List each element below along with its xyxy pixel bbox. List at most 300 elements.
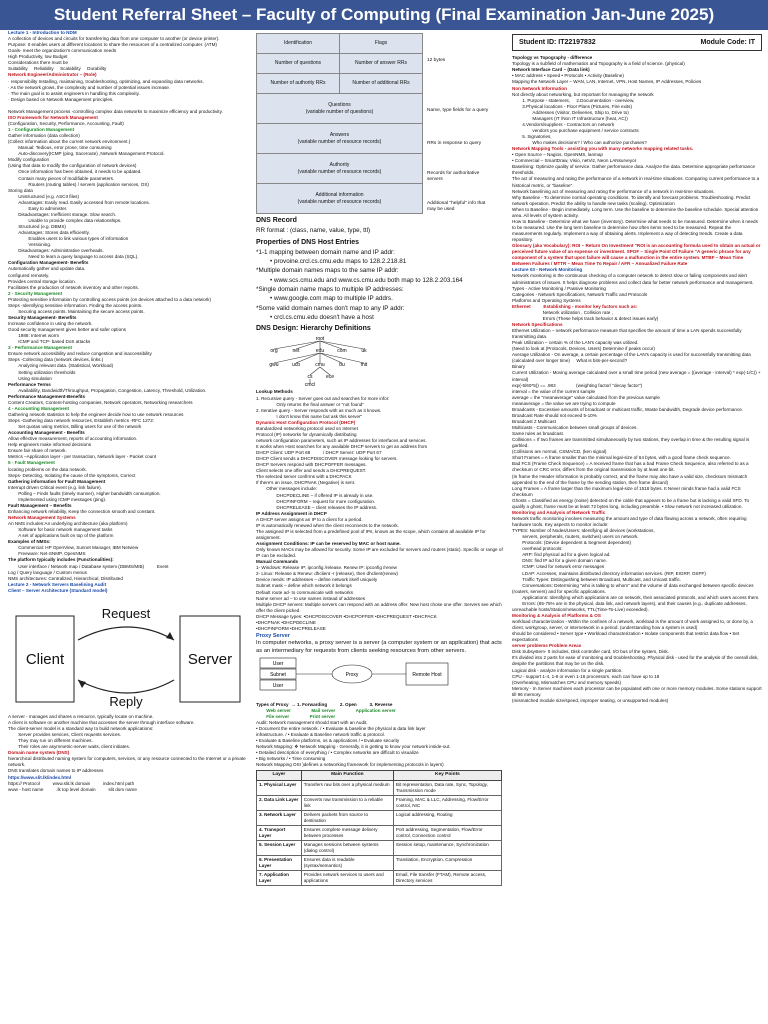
proxy-title: Proxy Server [256, 632, 290, 639]
note-line: How to Baseline - Determine what we have (inventory). Determine what needs to be measured. Determine when it needs to be measured. Use the long term baseline to determine how often items need to be measured. Repeat the measurements regularly. Implement a way of obtaining alerts. Implement a way of detecting trends. Create a data repository. [512, 218, 760, 243]
note-line: Network traffic monitoring involves measuring the amount and type of data flowing across a network, often requiring hardware tools. Key aspects to monitor include: [512, 515, 748, 528]
note-line: Managers (IT /Non IT Infrastructure (heat, AC)) [512, 115, 628, 121]
note-line: Lookup Methods [256, 389, 293, 395]
note-line: 3.Physical locations - Floor Plans (Pictures, Fire exits) [512, 103, 632, 109]
note-line: A collection of devices and circuits for transferring data from one computer to another (or device printer). [8, 36, 220, 42]
note-line: · The main goal is to assist engineers in handling this complexity. [8, 90, 140, 96]
note-line: · Design based on Network Management principles. [8, 96, 114, 102]
tree-root: root [315, 336, 325, 343]
note-line: Unstructured (e.g. ASCII files) [8, 193, 79, 199]
note-line: Types - Active Monitoring / Passive Monitoring [512, 285, 606, 291]
note-line: Conversations: Determining "who is talking to whom" and the volume of data exchanged between specific devices (routers, servers) and for specific applications. [512, 582, 755, 594]
note-line: DHCP Client: UDP Port 68 / DHCP Server: UDP Port 67 [256, 450, 382, 456]
proxy-description: In computer networks, a proxy server is a server (a computer system or an application) that acts as an intermediary for requests from clients seeking resources from other servers. [256, 640, 502, 654]
dns-cell: Identification [257, 34, 340, 54]
osi-cell: Framing, MAC & LLC, Addressing, Flow/Error control, NIC [393, 795, 501, 810]
note-line: IP is automatically renewed when the client reconnects to the network. [256, 522, 399, 528]
student-id: Student ID: IT22197832 [519, 39, 596, 46]
note-line: Short Frames = A frame smaller than the minimal legal-size of 64 bytes, with a good frame check sequence. [512, 455, 731, 461]
note-line: • MAC address • Speed • Protocols • Activity (Baseline) [512, 73, 624, 79]
dns-note: Additional "helpful" info that may be used [427, 201, 486, 213]
note-line: Suitability Reliability Scalability Durability [8, 66, 107, 72]
note-line: Properties of DNS Host Entries [256, 238, 360, 246]
note-line: Software for basic network management tasks [8, 527, 113, 533]
tree-node: org [270, 348, 278, 355]
note-line: Current Utilization - Moving average calculated over a small time period (new average = ((average - interval) * exp(-1/C)) + interval) [512, 370, 762, 382]
tree-node: edu [315, 348, 325, 355]
note-line: Network Mapping OSI )defines a networking framework for implementing protocols in layers) [256, 762, 444, 768]
note-line: (mismatched module size/speed, improper seating, or unsupported modules) [512, 697, 669, 703]
note-line: DHCPINFORM – request for more configuration. [256, 498, 376, 504]
tree-node: cmu [315, 362, 325, 369]
note-line: The assigned IP is selected from a predefined pool of IPs, known as the scope, which contains all available IP for assignment. [256, 528, 487, 540]
osi-header-cell: Key Points [393, 771, 501, 780]
note-line: Addresses (Visitor, Deliveries, Ship to, Drive to) [512, 109, 629, 115]
note-line: An NMS includes:An underlying architecture (aka platform) [8, 521, 128, 527]
note-line: •DHCPINFORM •DHCPRELEASE [256, 625, 326, 631]
note-line: File server Print server [256, 713, 336, 719]
note-line: Disadvantages: Administrative overheads. [8, 248, 104, 254]
note-line: Log / Query language / Custom menus [8, 569, 87, 575]
note-line: meanaverage = the value we are trying to compute [512, 400, 616, 406]
note-line: (Overheating, Mismatches CPU and memory speeds) [512, 679, 622, 685]
osi-cell: Transfers raw bits over a physical medium [301, 780, 393, 795]
note-line: Only known MACs may be allowed for security. Some IP are excluded for servers and routers (static). Specific or range of IP can be excluded. [256, 547, 504, 559]
note-line: Network utilization , Collision rate , [512, 309, 613, 315]
note-line: Unable to provide complex data relationships. [8, 217, 122, 223]
note-line: Facilitates the production of network inventory and other reports. [8, 284, 139, 290]
note-line: DHCP Servers respond with DHCPOFFER messages. [256, 462, 367, 468]
note-line: Audit: Network management should start with an Audit. [256, 719, 368, 725]
note-line: *Single domain name maps to multiple IP addresses: [256, 285, 404, 293]
note-line: Good security management gives better and safer options [8, 327, 126, 333]
note-line: Accounting Management - Benefits [8, 430, 85, 436]
note-line: Network Mapping Tools - assisting you with many networks mapping related tasks. [512, 146, 694, 152]
note-line: (Configuration, Security, Performance, Accounting, Fault) [8, 120, 124, 126]
tree-node: cmcl [304, 382, 316, 389]
note-line: Protocol (IP) networks for dynamically distributing [256, 431, 357, 437]
request-label: Request [101, 605, 151, 621]
proxy-diagram [256, 655, 456, 699]
note-line: should be considered • Server type • Workload characterization • Isolate components that restrict data flow • Set expectations [512, 631, 741, 643]
osi-cell: Converts raw transmission to a reliable link [301, 795, 393, 810]
note-line: Network Mapping: ❖ Network Mapping - Generally, it is getting to know your network inside-out. [256, 743, 451, 749]
note-line: DHCPRELEASE – client releases the IP address. [256, 504, 378, 510]
dns-cell: Number of additional RRs [340, 74, 423, 94]
note-line: Ghosts = Classified as energy (noise) detected on the cable that appears to be a frame but is lacking a valid SFD. To qualify a ghost, frame must be at least 72 bytes long, including preamble. • Slow network not increased utilization. [512, 497, 751, 509]
note-line: IP Address Assignment in DHCP [256, 510, 327, 516]
note-line: Broadcast ≠ Multicast [512, 418, 556, 424]
osi-cell: 6. Presentation Layer [257, 856, 302, 871]
module-code: Module Code: IT [700, 39, 755, 46]
note-line: overhead protocols: [512, 546, 563, 552]
proxy-subnet-label: Subnet [270, 672, 286, 679]
osi-cell: Session setup, maintenance, Synchronization [393, 841, 501, 856]
note-line: • Evaluate & Baseline platforms, os & applications / • Evaluate security [256, 737, 400, 743]
note-line: Setting utilization thresholds [8, 369, 76, 375]
note-line: Device needs: IP addresses – define network itself uniquely [256, 577, 378, 583]
osi-row [257, 795, 502, 810]
note-line: Network Specifications [512, 321, 563, 327]
osi-cell: Ensures data is readable (syntax/semantics) [301, 856, 393, 871]
dns-section: Additional information (variable number of resource records) [257, 184, 423, 214]
note-line: • www.scs.cmu.edu and www.cs.cmu.edu both map to 128.2.203.164 [256, 276, 463, 284]
note-line: Baselining: Optimize quality of service. Gather performance data. Analyze the data. Determine appropriate performance thresholds. [512, 164, 757, 176]
note-line: Manual: Tedious, error prone, time consuming [8, 145, 112, 151]
note-line: • Commercial – SmartDraw, Visio, netViz, Neon LANsurveyor [512, 158, 637, 164]
note-line: Steps -Identifying sensitive information. Finding the access points. [8, 302, 143, 308]
dns-note: Records for authoritative servers [427, 171, 480, 183]
note-line: Non Network Information [512, 85, 567, 91]
osi-cell: Delivers packets from source to destination [301, 810, 393, 825]
osi-row [257, 780, 502, 795]
note-line: Ensure fair share of network. [8, 448, 67, 454]
osi-row [257, 871, 502, 886]
note-line: Need to learn a query language to access data (SQL). [8, 254, 139, 260]
dhcp-notes [256, 389, 504, 632]
osi-cell: 4. Transport Layer [257, 825, 302, 840]
note-line: The client-server model is a standard way to build network applications: [8, 726, 154, 731]
note-line: hierarchical distributed naming system for computers, services, or any resource connected to the Internet or a private network. [8, 756, 247, 768]
note-line: Examples of NMSs: [8, 539, 51, 545]
tree-node: gwu [269, 362, 279, 369]
note-line: Steps- Detecting, Isolating the cause of the symptoms, Correct [8, 472, 136, 478]
note-line: Topology is a subfield of mathematics and Topography is a field of science. (physical) [512, 61, 685, 67]
note-line: https://www.slit.lk/index.html [8, 774, 72, 780]
osi-cell: Provides network services to users and applications [301, 871, 393, 886]
proxy-user2-label: User [272, 683, 284, 690]
dns-notes [423, 33, 499, 214]
note-line: Network baselining act of measuring and rating the performance of a network in real-time situations. [512, 188, 715, 194]
note-line: Applications: Identifying which applications are on network, their associated protocols, and which users access them. [512, 594, 760, 600]
tree-node: ucb [291, 362, 301, 369]
note-line: Contain many pieces of modifiable parameters. [8, 175, 115, 181]
note-line: Protocols: (Device dependent & Segment dependent) [512, 540, 632, 546]
note-line: Purpose: It enables users at different locations to share the resources of a centralized computer. (ATM) [8, 42, 217, 48]
note-line: Gathering information for Fault Management [8, 478, 106, 484]
note-line: interval = the value of the current sample [512, 388, 596, 394]
note-line: Automatically gather and update data. [8, 266, 86, 272]
note-line: LDAP: Accesses, maintains distributed directory information services. (RIP, EIGRP, OSPF) [512, 570, 706, 576]
student-id-box [512, 34, 762, 51]
note-line: Commercial: HP OpenView, Sunnet Manager, IBM Netview [8, 545, 139, 551]
note-line: Their roles are asymmetric-server waits, client initiates. [8, 744, 131, 750]
tree-node: ece [325, 374, 335, 381]
note-line: www - host name .lk top level domain slit dom name [8, 786, 137, 792]
dns-notes-list [256, 216, 504, 333]
note-line: Availability, Bandwidth/Throughput, Propagation, Congestion, Latency, Threshold, Utilization. [8, 387, 207, 393]
note-line: servers, peripherals, routers, switches) users on network. [512, 534, 639, 540]
note-line: Auto-discovery(ICMP (ping, traceroute) ,Network Management Protocol. [8, 151, 165, 157]
note-line: (In frame the Header information is probably correct, and the frame may also have a valid size, checksum mismatch appended to the end of the frame by the sending station, then frame discard) [512, 473, 749, 485]
note-line: DHCP Message types: •DHCPDISCOVER •DHCPOFFER •DHCPREQUEST •DHCPACK [256, 613, 437, 619]
note-line: Logical disk - analyze information for a single partition. [512, 667, 623, 673]
note-line: Lecture 03 - Network Monitoring [512, 267, 583, 273]
note-line: Considerations there must be [8, 60, 69, 66]
dns-note: Name, type fields for a query [427, 108, 489, 113]
note-line: • www.google.com map to multiple IP addrs. [256, 295, 393, 303]
osi-cell: Email, File transfer (FTAM), Remote access, Directory services [393, 871, 501, 886]
note-line: A client is software on another machine that accesses the server through interface software. [8, 719, 195, 725]
note-line: Network Management process -controlling complex data networks to maximize efficiency and productivity. [8, 108, 223, 114]
note-line: vendors you purchase equipment / service contracts [512, 127, 639, 133]
note-line: A server - manages and shares a resource, typically locate on machine. [8, 713, 154, 719]
tree-node: com [337, 348, 347, 355]
note-line: Long Frames = A frame larger than the maximum legal-size of 1518 bytes. It Never minds frame had a valid FCS checksum [512, 485, 742, 497]
osi-header-cell: Main Function [301, 771, 393, 780]
note-line: Interrupt driven Critical event (e.g. link failure). [8, 484, 102, 490]
note-line: High Productivity, low Budget [8, 54, 68, 60]
note-line: 5. Signatories, [512, 134, 552, 140]
note-line: *Multiple domain names maps to the same IP addr: [256, 267, 399, 275]
request-arrow [78, 627, 174, 640]
note-line: 1. Recursive query - Server goes out and searches for more infor: [256, 395, 390, 401]
note-line: Polling – Finds faults (timely manner), Higher bandwidth consumption. [8, 490, 161, 496]
note-line: (Need to look at (Protocols, Devices, Users) Determine if peaks occur) [512, 346, 655, 352]
client-server-diagram [8, 594, 248, 712]
note-line: NMS architectures: Centralized, Hierarchical, Distributed [8, 575, 123, 581]
note-line: 1. Purpose - statement, 2.Documentation - overview, [512, 97, 635, 103]
note-line: User interface / Network map / Database system (DBMS/MIB) Event [8, 563, 169, 569]
note-line: Topology vs Topography - difference [512, 55, 593, 61]
osi-row [257, 825, 502, 840]
note-line: Securing access points. Maintaining the secure access points. [8, 308, 145, 314]
note-line: It's divided into 2 parts for ease of monitoring and troubleshooting. Physical disk - used for the analysis of the overall disk, despite the partitions that may be on the disk. [512, 655, 760, 667]
dns-note: RRs in response to query [427, 141, 482, 146]
left-notes [8, 30, 252, 594]
note-line: • provoine.crcl.cs.cmu.edu maps to 128.2.218.81 [256, 258, 407, 266]
note-line: Same rules as broadcast. [512, 431, 565, 437]
note-line: · As the network grows, the complexity and number of potential issues increase. [8, 84, 171, 90]
note-line: (Using that data to modify the configuration of network devices) [8, 163, 137, 169]
note-line: Versioning. [8, 242, 52, 248]
note-line: Peak Utilization – certain % of the LAN's capacity was utilized. [512, 340, 639, 346]
server-label: Server [187, 650, 233, 668]
osi-cell: Ensures complete message delivery between processes [301, 825, 393, 840]
note-line: •DHCPNAK •DHCPDECLINE [256, 619, 316, 625]
dns-cell: Flags [340, 34, 423, 54]
note-line: Mapping the Network Layer – WAN, LAN, Internet, VPN, Host Names, IP Addresses, Policies [512, 79, 702, 85]
proxy-audit-notes [256, 702, 504, 769]
note-line: https:// Protocol www.slit.lk domain index.html path [8, 780, 135, 786]
note-line: Steps -Collecting data (network devices, links.) [8, 357, 104, 363]
dns-cell: Number of questions [257, 54, 340, 74]
note-line: Bad FCS (Frame Check Sequence) = A received frame that has a bad Frame Check Sequence, also referred to as a checksum or CRC error, differs from the original transmission by at least one bit. [512, 461, 750, 473]
note-line: ARP: find physical ad for a given logical ad. [512, 552, 611, 558]
note-line: Types of Proxy → 1. Forwarding 2. Open 3. Reverse [256, 701, 393, 707]
note-line: Lecture 1 - Introduction to NDM [8, 30, 77, 35]
note-line: DHCPDECLINE – if offered IP is already in use. [256, 492, 374, 498]
tree-node: bu [339, 362, 345, 369]
note-line: *1-1 mapping between domain name and IP addr: [256, 248, 395, 256]
note-line: Disk Subsystem- It includes, Disk controller card, I/O bus of the system, Disk. [512, 649, 670, 655]
note-line: • Document the entire network. / • Evaluate & baseline the physical & data link layer [256, 725, 426, 731]
note-line: • Open Source – Nagios, OpenNMS, lanmap [512, 152, 603, 158]
note-line: • Big networks / • Time consuming [256, 756, 326, 762]
note-line: 4.Vendors/suppliers - Contractors on network [512, 121, 615, 127]
dns-note: 12 bytes [427, 58, 446, 63]
note-line: Why Baseline - To determine normal operating conditions. To identify and forecast problems. Troubleshooting. Predict network operation. Predict the ability to handle new tasks (scaling). Optimization [512, 194, 752, 206]
osi-table [256, 770, 502, 886]
note-line: Subnet mask – define which network it belongs [256, 583, 352, 589]
dns-section: Questions (variable number of questions) [257, 94, 423, 124]
reply-label: Reply [109, 693, 143, 709]
note-line: network configuration parameters, such as IP addresses for interfaces and services. [256, 437, 427, 443]
osi-header-cell: Layer [257, 771, 302, 780]
note-line: • crcl.cs.cmu.edu doesn't have a host [256, 313, 374, 321]
note-line: Glossary (aka Vocabulary): ROI – Return On Investment "ROI is an accounting formula used to obtain an actual or perceived future value of an expense or investment. SPOF – Single Point Of Failure "A generic phrase for any component of a system that upon failure will cause a malfunction in the entire system. MTBF – Mean Time Between Failures / MTTR – Mean Time To Repair / AFR – Annualized Failure Rate [512, 243, 762, 267]
note-line: Steps -Gathering data network resources, Establish metrics -RFC 1272: [8, 418, 155, 423]
note-line: Ethernet Establishing - monitor key factors such as: [512, 303, 638, 309]
note-line: DNS: find IP ad for a given domain name. [512, 558, 607, 564]
note-line: The selected server confirms with a DHCPACK [256, 474, 352, 480]
note-line: Increase confidence in using the network. [8, 321, 93, 326]
note-line: Network Interface Card – (Data link) [512, 67, 590, 73]
note-line: exp(-5/60*5)) == .983 (weighting factor/ "decay factor") [512, 382, 643, 388]
osi-cell: 1. Physical Layer [257, 780, 302, 795]
osi-row [257, 841, 502, 856]
sheet-title: Student Referral Sheet – Faculty of Computing (Final Examination Jan-June 2025) [53, 5, 715, 24]
note-line: ICMP: Used for network error messages [512, 564, 605, 570]
osi-cell: Bit representation, Data rate, Sync, Topology, Transmission mode [393, 780, 501, 795]
note-line: Client selects one offer and sends a DHCPREQUEST. [256, 468, 367, 474]
note-line: The platform typically includes (Functionalities): [8, 557, 114, 563]
sheet-title-bar [0, 0, 768, 30]
note-line: Metrics –Application layer - per transaction, Network layer - Packet count [8, 454, 157, 460]
note-line: 2 - Security Management [8, 290, 63, 296]
note-line: server problems Problem Areas [512, 643, 582, 649]
note-line: Server provides services, Client requests services. [8, 732, 122, 738]
note-line: Dynamic Host Configuration Protocol (DHCP) [256, 419, 356, 425]
dns-hierarchy-tree [260, 335, 380, 387]
column-right [512, 30, 762, 1024]
note-line: Ethernet Utilization – network performance measure that specifies the amount of time a LAN spends successfully transmitting data. [512, 328, 743, 340]
note-line: Modify configuration [8, 157, 50, 163]
note-line: configured remotely. [8, 272, 50, 278]
note-line: DNS Design: Hierarchy Definitions [256, 325, 371, 333]
note-line: Disadvantages: Inefficient storage. Slow search. [8, 211, 117, 217]
note-line: ICMP and TCP- based DoS attacks [8, 339, 91, 345]
osi-cell: Port addressing, Segmentation, Flow/Error control, Connection control [393, 825, 501, 840]
osi-cell: Logical addressing, Routing [393, 810, 501, 825]
note-line: infrastructure. / • Evaluate & Baseline network traffic & protocol. [256, 731, 385, 737]
note-line: Web server Mail server Application server [256, 707, 396, 713]
proxy-user-label: User [272, 661, 284, 668]
note-line: Errors: (65-75% are in the physical, data link, and network layers), and their causes (e.g., duplicate addresses, unreachable hosts/Station/networks, TTL(Time-To-Live) exceeded). [512, 600, 748, 612]
note-line: Content Creators, Content-hosting companies, Network operators, Networking researchers [8, 399, 193, 405]
tree-node: uk [361, 348, 367, 355]
note-line: Routers (routing tables) / servers (application services, OS) [8, 181, 149, 187]
note-line: Manual Commands [256, 559, 299, 565]
dns-cell: Number of answer RRs [340, 54, 423, 74]
note-line: Structured (e.g. DBMS) [8, 224, 66, 229]
note-line: Security Management- Benefits [8, 314, 77, 320]
note-line: 1 - Configuration Management [8, 127, 75, 132]
proxy-label: Proxy [345, 672, 359, 679]
note-line: Other messages include: [256, 486, 318, 492]
note-line: Domain name system (DNS) [8, 750, 70, 756]
note-line: A DHCP server assigns an IP to a client for a period. [256, 516, 363, 522]
note-line: Binary [512, 364, 526, 370]
dns-cell: Number of authority RRs [257, 74, 340, 94]
note-line: Average Utilization - On average, a certain percentage of the LAN's capacity is used for successfully transmitting data (calculated over longer time) What is bits-per-second? [512, 352, 753, 364]
note-line: It works when Host searches for any available DHCP servers to get an address from [256, 444, 428, 449]
note-line: Advantages: Easily read. Easily accessed from remote locations. [8, 199, 150, 205]
note-line: Assignment Conditions: IP can be reserved by MAC or host name. [256, 541, 401, 546]
note-line: Traffic Types: Distinguishing between Broadcast, Multicast, and Unicast traffic. [512, 576, 682, 582]
note-line: · responsibility Installing, maintaining, troubleshooting, optimizing, and expanding data networks. [8, 78, 204, 84]
note-line: 5 - Fault Management [8, 460, 55, 466]
column-left [8, 30, 252, 1024]
tree-node: cs [307, 374, 313, 381]
osi-cell: 5. Session Layer [257, 841, 302, 856]
note-line: Configuration Management- Benefits [8, 260, 89, 266]
tree-node: net [292, 348, 300, 355]
note-line: standardized networking protocol used on Internet [256, 425, 358, 431]
note-line: DNS Record [256, 217, 297, 224]
note-line: Gather information (data collection) [8, 133, 80, 139]
note-line: Only returns the final answer or "not found" [256, 401, 364, 407]
note-line: Analyzing relevant data. (Statistical, Workload) [8, 363, 114, 369]
note-line: Allow effective measurement, reports of accounting information. [8, 436, 138, 442]
osi-cell: Manages sessions between systems (dialog control) [301, 841, 393, 856]
note-line: Monitoring and Analysis of Network Traffic [512, 509, 606, 515]
note-line: Network Management Systems [8, 515, 76, 520]
note-line: Enhancing network reliability, Keep the connection smooth and constant. [8, 508, 156, 514]
note-line: 1988: Internet worm [8, 333, 60, 339]
note-line: Provides central storage location. [8, 278, 76, 284]
note-line: 2. Iterative query - Server responds with as much as it knows. [256, 407, 382, 413]
note-line: Set quotas using metrics, Billing users for use of the network [8, 424, 142, 430]
note-line: Fault Management – Benefits [8, 502, 72, 508]
reply-arrow [78, 680, 174, 693]
note-line: Protecting sensitive information by controlling access points (on devices attached to a data network) [8, 296, 211, 302]
note-line: Performance Terms [8, 381, 51, 387]
osi-cell: 3. Network Layer [257, 810, 302, 825]
note-line: Once information has been obtained, it needs to be updated. [8, 169, 142, 175]
note-line: Goals- meet the organization's communication needs [8, 48, 117, 54]
note-line: Freeware: Net-SNMP, OpenNMS [8, 551, 86, 557]
note-line: Enables users to link various types of information [8, 236, 129, 242]
dns-section: Answers (variable number of resource records) [257, 124, 423, 154]
note-line: Using simulation [8, 375, 52, 381]
note-line: Broadcast Rate should not exceed 5-10% [512, 412, 597, 418]
note-line: If there's an issue, DHCPNAK (Negative) is sent. [256, 480, 356, 486]
note-line: Monitoring & Analysis of Platforms & OS [512, 612, 601, 618]
note-line: When to Baseline - Begin immediately. Long term. Use the baseline to determine the baseline schedule. Special attention area. All levels of system activity. [512, 206, 760, 218]
tree-node: mit [360, 362, 368, 369]
note-line: Not directly about networking, but important for managing the network [512, 91, 654, 97]
note-line: • Detailed description of everything / • Complex networks are difficult to visualize [256, 750, 419, 756]
note-line: 3 - Performance Management [8, 345, 73, 351]
note-line: Gathering network statistics to help the engineer decide how to use network resources [8, 411, 184, 417]
note-line: DHCP Client sends a DHCPDISCOVER message looking for servers. [256, 456, 398, 462]
proxy-remote-label: Remote Host [412, 672, 442, 679]
note-line: 2- Linux: Release & Renew: dhclient -r (release), then dhclient(renew) [256, 571, 398, 577]
note-line: Network monitoring is the continuous checking of a computer network to detect slow or failing components and alert administrators of issues. It helps diagnose problems and collect data for better network performance and management. [512, 273, 754, 285]
note-line: Implemented using ICMP messages (ping). [8, 496, 107, 502]
note-line: *Some valid domain names don't map to any IP addr: [256, 304, 405, 312]
note-line: Easy to administer. [8, 205, 68, 211]
note-line: (Collisions are normal, CSMA/CD, (ken signal) [512, 449, 607, 455]
note-line: They may run on different machines. [8, 738, 93, 744]
note-line: Platforms and Operating Systems [512, 297, 581, 303]
osi-row [257, 810, 502, 825]
note-line: A set of applications built on top of the platform [8, 533, 114, 539]
note-line: Name server ad – to use names instead of addresses [256, 595, 366, 601]
note-line: CPU - support 1-4, 1-8 or even 1-16 processors. each can have up to 18 [512, 673, 660, 679]
left-notes-bottom [8, 714, 252, 793]
